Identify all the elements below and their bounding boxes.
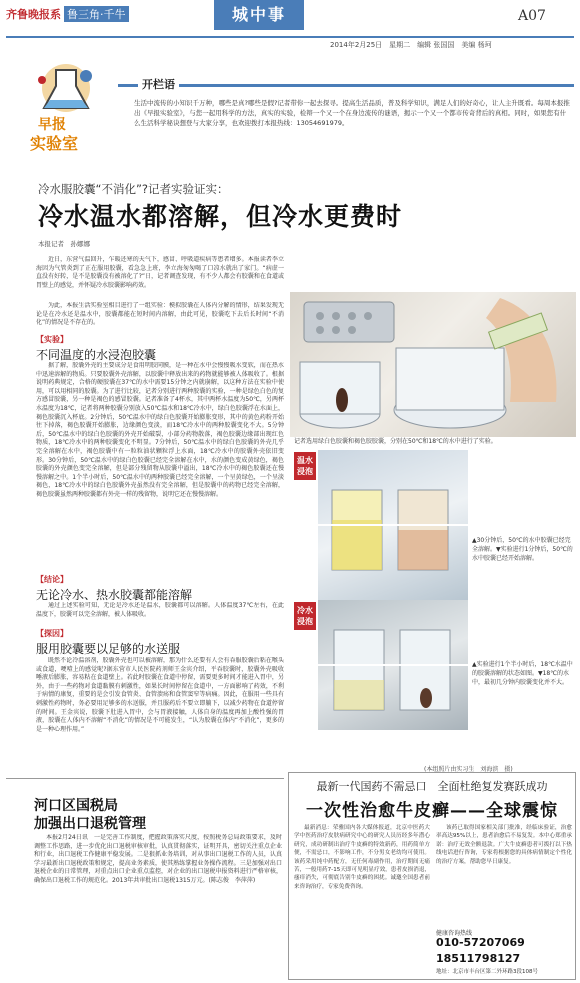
article-headline: 冷水温水都溶解，但冷水更费时 bbox=[38, 202, 403, 231]
advert-address: 地址：北京市丰台区第二外环路3段108号 bbox=[436, 969, 538, 975]
photo-caption-1: 记者选用绿白色胶囊和褐色胶胶囊，分别在50℃和18℃的水中进行了实验。 bbox=[294, 438, 497, 445]
tag-warm-line2: 浸泡 bbox=[297, 467, 313, 476]
tax-headline-2: 加强出口退税管理 bbox=[34, 816, 146, 832]
advert-body-1: 最新消息：荣雅国内各大媒体报道，北京中医药大学中医药治疗皮肤病研究中心的研究人员历经多年潜心研究，成功研制出治疗牛皮癣的特效新药，用药简单方便，不需忌口，不影响工作，不分男女老幼均可使用。该药采用纯中药配方，无任何毒副作用，治疗期间无痛苦，一般用药7-15天即可见明显疗效，患者皮损消退，瘙痒消失，可彻底告别牛皮癣的困扰。诚邀全国患者前来咨询治疗，专家免费咨询。 bbox=[294, 825, 430, 890]
page-header bbox=[0, 0, 580, 36]
tax-body: 本报2月24日讯 一是完善工作制度，把握政策落实尺度，按照税务总局政策要求，及时调整工作思路，进一步优化出口退税审核审批，认真贯彻落实，证明开具，密切关注重点企业和行业，出口退税工作健康平稳发展。二是狠抓业务培训，对从事出口退税工作的人员，认真学习最新出口退税政策和规定，提高业务素质，使其熟练掌握业务操作流程。三是加强对出口退税企业的日常管理，对重点出口企业重点监控，对企业的出口退税申报资料进行严格审核，确保出口退税工作的规范化。2013年共审批出口退税1315万元。(陈志俊 李萍萍) bbox=[34, 834, 282, 884]
section-tag-conclusion: 【结论】 bbox=[36, 575, 68, 584]
section-title-conclusion: 无论冷水、热水胶囊都能溶解 bbox=[36, 588, 193, 602]
tag-cold-line1: 冷水 bbox=[297, 606, 313, 615]
caption-warm: ▲30分钟后，50℃的水中胶囊已经完全溶解。▼实验进行1分钟后，50℃的水中胶囊已经开始溶解。 bbox=[472, 537, 573, 562]
brand-name: 齐鲁晚报 bbox=[6, 8, 50, 21]
tag-cold-line2: 浸泡 bbox=[297, 617, 313, 626]
dateline: 2014年2月25日 星期二 编辑 张国国 美编 杨珂 bbox=[330, 41, 492, 49]
advert-hotline-label: 健康咨询热线 bbox=[436, 930, 473, 937]
advert-headline-top: 最新一代国药不需忌口 全面杜绝复发赛跃成功 bbox=[316, 780, 548, 793]
article-subhead: 冷水服胶囊“不消化”?记者实验证实： bbox=[38, 182, 229, 196]
flask-icon bbox=[26, 62, 106, 118]
section-tag-experiment: 【实验】 bbox=[36, 335, 68, 344]
section-body-cause: 既然不论冷温溶剂，胶囊外壳也可以被溶解，那为什么还要有人会有吞服胶囊后粘在喉头或食道，哽噎上的感觉呢?据东营市人民医院药剂师王金宾介绍，平吞胶囊时，胶囊外壳吸收唾液后膨胀，容易粘在食道壁上。若此时胶囊在食道中停留，需要更多时间才能进入胃中，另外，由于一些药物对食道黏膜有刺激性，如果长时间停留在食道中，一方面影响了药效，不利于病情的康复，重要的是会引发食管炎、食管溃疡和食管窦窄等病痛。因此，在服用一些具有刺激性药物时，务必要用足够多的水送服，并且服药后不要立即躺下，以减少药物在食道停留的时间。王金宾说，胶囊下肚进入胃中，会与胃液接触，人体自身的温度再加上酸性强的胃液，胶囊在人体内不溶解“不消化”的情况是不可能发生，“认为胶囊在体内“不消化”，更多的是一种心理作用。” bbox=[36, 657, 284, 733]
tax-divider bbox=[6, 778, 284, 779]
newspaper-brand bbox=[6, 6, 129, 22]
opening-bar bbox=[118, 84, 574, 87]
section-title-experiment: 不同温度的水浸泡胶囊 bbox=[36, 348, 157, 362]
article-intro2: 为此，本报生活实验室相目进行了一组实验：模拟胶囊在人体内分解的情形，结果发现无论是在冷水还是温水中，胶囊都能在短时间内溶解，由此可见，胶囊吃下去后长时间“不消化”的情况是不存在的。 bbox=[36, 302, 284, 327]
section-body-conclusion: 通过上述实验可知，无论是冷水还是温水，胶囊都可以溶解。人体温度37℃左右，在此温度下，胶囊可以完全溶解，被人体吸收。 bbox=[36, 602, 284, 618]
opening-text: 生活中流传的小知识千万种，哪些是真?哪些是假?记者带你一起去探寻。提高生活品质，普及科学知识，满足人们的好奇心，让人主升既看。每周本报推出《早报实验室》，与您一起用科学的方法，真实的实验，检辩一个又一个在身边流传的谜语，揭示一个又一个都市传奇背后的真相。同时，如果您有什么生活科学秘诀想登与大家分享，也欢迎拨打本报热线：13054691979。 bbox=[134, 99, 570, 127]
section-body-experiment: 据了解，胶囊外壳的主要成分是食用明胶同膜，是一种在水中会慢慢吸水变软，而在热水中迅速溶解的物质。只要胶囊外壳溶解，以胶囊中释放出来的药物就能够被人体吸收了。根据说明药典规定，合格的硬胶囊在37℃的水中需要15分钟之内就崩解，以这种方法在实验中使用，可以用相同的胶囊。为了进行比较，记者分别进行两种胶囊的实验，一种是绿色白色的复方感冒胶囊，另一种是褐色的感冒胶囊。记者准备了4杯水，其中两杯水温度为50℃，另两杯水温度为18℃，记者将两种胶囊分别放入50℃温水和18℃冷水中，绿白色胶囊浮在水面上，褐色胶囊沉入杯底。2分钟后，50℃温水中的绿白色胶囊开始膨胀变形，其中的黄色药粉开始往下掉落，褐色胶囊开始膨胀，边缘颜色变淡，而18℃冷水中的两种胶囊变化不大。5分钟后，50℃温水中的绿白色胶囊的外壳开始破裂，小部分药物散落，褐色胶囊边缘部出现红色物质，18℃冷水中的两种胶囊变化不明显。7分钟后，50℃温水中的绿白色胶囊的外壳几乎完全溶解在水中，褐色胶囊中有一粒粒油状颗粒浮上水面，18℃冷水中的胶囊外壳依旧变形。30分钟后，50℃温水中的绿白色胶囊已经完全溶解在水中，水的颜色变成黄绿色，褐色胶囊的外壳颜色变完全溶解，但是部分残留物从胶囊中溢出，18℃冷水中的褐色胶囊还在慢慢溶解之中。1个半小时后，50℃温水中的两种胶囊已经完全溶解，一个呈黄绿色，一个呈淡褐色，18℃冷水中的绿白色胶囊外壳虽然没有完全溶解，但是胶囊中的药物已经完全溶解，褐色胶囊虽然两种胶囊都有外壳一样的残留物，说明它还在慢慢溶解。 bbox=[36, 362, 284, 498]
tax-headline-1: 河口区国税局 bbox=[34, 798, 118, 814]
lab-title-line1: 早报 bbox=[38, 117, 66, 133]
article-byline: 本报记者 孙娜娜 bbox=[38, 240, 90, 248]
tag-warm-line1: 温水 bbox=[297, 456, 313, 465]
caption-cold: ▲实验进行1个半小时后，18℃水温中的胶囊溶解的状态如图。▼18℃的水中，最初几分钟内胶囊变化并不大。 bbox=[472, 661, 573, 686]
advert-body-2: 该药已取得国家相关部门批准，经临床验证，治愈率高达95%以上，患者治愈后不易复发。本中心郑重承诺：治疗无效全额退款。广大牛皮癣患者可拨打以下热线电话进行咨询，专家将根据您的具体病情制定个性化的治疗方案，帮助您早日康复。 bbox=[436, 825, 572, 865]
advert-headline-main: 一次性治愈牛皮癣——全球震惊 bbox=[306, 801, 558, 821]
article-intro: 近日，东营气温回升，乍暖还寒的天气下，感冒、呼吸道疾病等患者增多。本报读者李立海因为气管炎到了正在服用胶囊，看急急上班，李立海匆匆喝了口凉水就出了家门。“病虚一直没有好转，是不是胶囊没有被溶化了?”日，记者调查发现，有不少人都会有胶囊和在食道或胃壁上的感觉，并怀疑冷水胶囊影响药效。 bbox=[36, 256, 284, 289]
section-tab: 城中事 bbox=[214, 0, 304, 30]
advert-phone-2: 18511798127 bbox=[436, 952, 521, 965]
photo-cold-water bbox=[318, 600, 468, 730]
photo-warm-water bbox=[318, 450, 468, 600]
tag-warm-water bbox=[294, 452, 316, 480]
brand-sub: 鲁三角·千牛 bbox=[64, 6, 129, 22]
brand-suffix: 系 bbox=[50, 8, 61, 21]
photo-capsules-glasses bbox=[290, 292, 576, 437]
photo-credit: (本组照片由实习生 刘海滨 摄) bbox=[424, 766, 513, 773]
opening-label: 开栏语 bbox=[138, 76, 179, 92]
advert-phone-1: 010-57207069 bbox=[436, 936, 525, 949]
section-tag-cause: 【探因】 bbox=[36, 629, 68, 638]
tag-cold-water bbox=[294, 602, 316, 630]
lab-title-line2: 实验室 bbox=[30, 134, 79, 153]
header-rule bbox=[6, 36, 574, 38]
section-title-cause: 服用胶囊要以足够的水送服 bbox=[36, 642, 181, 656]
page-number: A07 bbox=[518, 8, 546, 24]
